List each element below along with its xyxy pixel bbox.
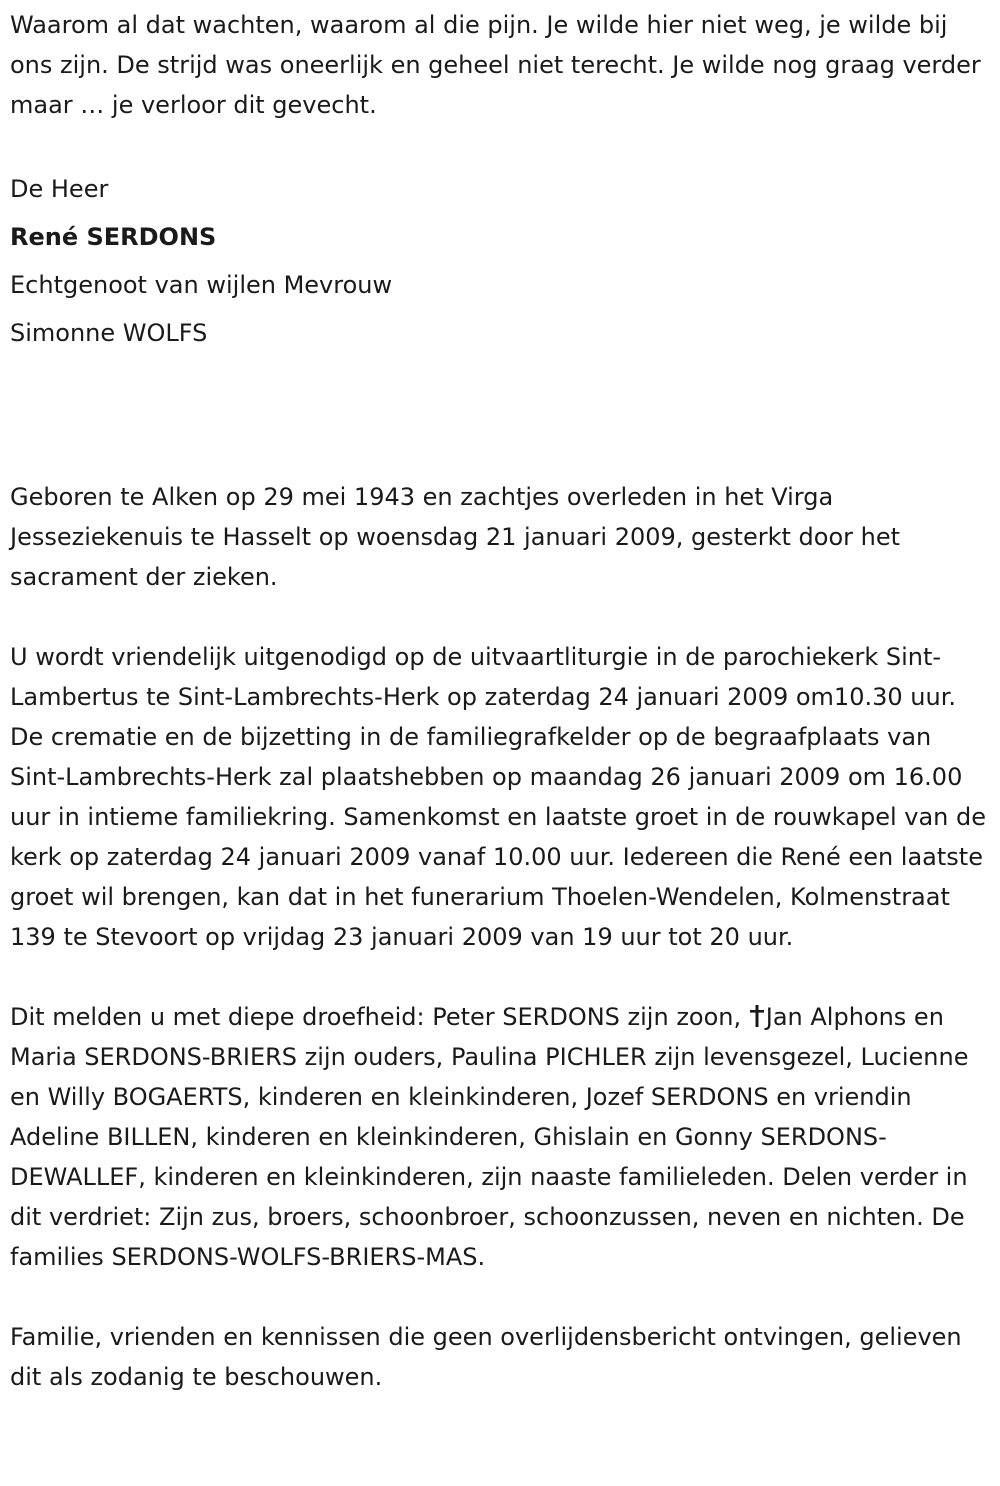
spacer bbox=[10, 125, 990, 165]
latin-cross-icon bbox=[749, 1000, 765, 1024]
spacer bbox=[10, 597, 990, 637]
salutation: De Heer bbox=[10, 175, 109, 203]
funeral-paragraph: U wordt vriendelijk uitgenodigd op de uitvaartliturgie in de parochiekerk Sint-Lambertus te Sint-Lambrechts-Herk op zaterdag 24 januari 2009 om10.30 uur. De crematie en de bijzetting in de familiegrafkelder op de begraafplaats van Sint-Lambrechts-Herk zal plaatshebben op maandag 26 januari 2009 om 16.00 uur in intieme familiekring. Samenkomst en laatste groet in de rouwkapel van de kerk op zaterdag 24 januari 2009 vanaf 10.00 uur. Iedereen die René een laatste groet wil brengen, kan dat in het funerarium Thoelen-Wendelen, Kolmenstraat 139 te Stevoort op vrijdag 23 januari 2009 van 19 uur tot 20 uur. bbox=[10, 643, 987, 951]
relation-line: Echtgenoot van wijlen Mevrouw bbox=[10, 271, 393, 299]
spacer bbox=[10, 1277, 990, 1317]
spacer bbox=[10, 957, 990, 997]
poem-paragraph: Waarom al dat wachten, waarom al die pijn. Je wilde hier niet weg, je wilde bij ons zijn. De strijd was oneerlijk en geheel niet terecht. Je wilde nog graag verder maar … je verloor dit gevecht. bbox=[10, 11, 981, 119]
birth-death-paragraph: Geboren te Alken op 29 mei 1943 en zachtjes overleden in het Virga Jesseziekenuis te Hasselt op woensdag 21 januari 2009, gesterkt door het sacrament der zieken. bbox=[10, 483, 901, 591]
closing-paragraph: Familie, vrienden en kennissen die geen overlijdensbericht ontvingen, gelieven dit als zodanig te beschouwen. bbox=[10, 1323, 962, 1391]
spacer bbox=[10, 357, 990, 477]
deceased-name: René SERDONS bbox=[10, 223, 217, 251]
mourners-text-start: Dit melden u met diepe droefheid: Peter SERDONS zijn zoon, bbox=[10, 1003, 749, 1031]
mourners-text-end: Jan Alphons en Maria SERDONS-BRIERS zijn ouders, Paulina PICHLER zijn levensgezel, Lucienne en Willy BOGAERTS, kinderen en kleinkinderen, Jozef SERDONS en vriendin Adeline BILLEN, kinderen en kleinkinderen, Ghislain en Gonny SERDONS-DEWALLEF, kinderen en kleinkinderen, zijn naaste familieleden. Delen verder in dit verdriet: Zijn zus, broers, schoonbroer, schoonzussen, neven en nichten. De families SERDONS-WOLFS-BRIERS-MAS. bbox=[10, 1003, 969, 1271]
spouse-name: Simonne WOLFS bbox=[10, 319, 208, 347]
deceased-header bbox=[10, 165, 990, 357]
mourners-paragraph bbox=[10, 997, 990, 1277]
